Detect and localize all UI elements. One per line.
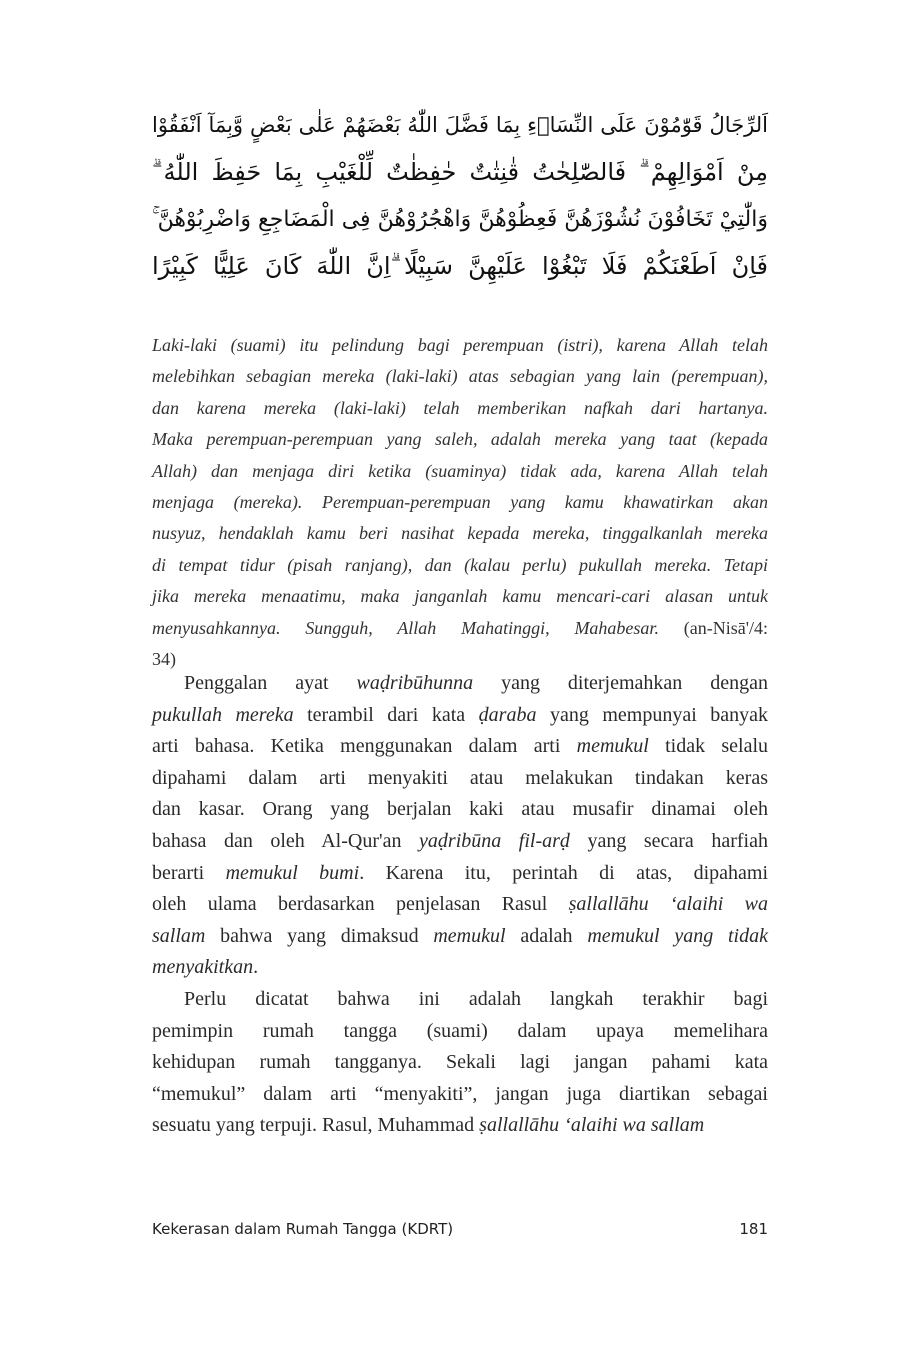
italic-text: menyusahkannya. Sungguh, Allah Mahatinggi, Mahabesar. — [152, 617, 684, 638]
arabic-verse-line: اَلرِّجَالُ قَوّٰمُوْنَ عَلَى النِّسَاۤءِ بِمَا فَضَّلَ اللّٰهُ بَعْضَهُمْ عَلٰى بَعْضٍ وَّبِمَآ اَنْفَقُوْا — [152, 113, 768, 137]
italic-text: menjaga (mereka). Perempuan-perempuan yang kamu khawatirkan akan — [152, 492, 768, 513]
text-line — [152, 393, 768, 424]
text: sesuatu yang terpuji. Rasul, Muhammad — [152, 1114, 480, 1137]
text-line — [152, 858, 768, 890]
text: berarti — [152, 861, 226, 884]
text: pemimpin rumah tangga (suami) dalam upaya memelihara — [152, 1019, 768, 1042]
text-line — [152, 613, 768, 644]
italic-text: waḍribūhunna — [356, 672, 474, 694]
arabic-verse-line: فَاِنْ اَطَعْنَكُمْ فَلَا تَبْغُوْا عَلَيْهِنَّ سَبِيْلًا ۗاِنَّ اللّٰهَ كَانَ عَلِيًّا كَبِيْرًا — [152, 252, 768, 280]
page-number: 181 — [739, 1220, 768, 1238]
text-line — [152, 984, 768, 1016]
text: terambil dari kata — [293, 703, 479, 726]
text-line — [152, 330, 768, 361]
text-line — [152, 550, 768, 581]
arabic-verse — [152, 102, 768, 290]
text: tidak selalu — [648, 735, 768, 758]
italic-text: menyakitkan — [152, 956, 254, 979]
text-line — [152, 487, 768, 518]
text-line — [152, 518, 768, 549]
text: yang mempunyai banyak — [536, 703, 769, 726]
text-line — [152, 361, 768, 392]
text-line — [152, 1016, 768, 1048]
italic-text: Laki-laki (suami) itu pelindung bagi perempuan (istri), karena Allah telah — [152, 335, 768, 355]
text-line — [152, 921, 768, 953]
text-line — [152, 731, 768, 763]
italic-text: memukul — [576, 735, 649, 758]
text-line — [152, 1079, 768, 1111]
italic-text: Maka perempuan-perempuan yang saleh, adalah mereka yang taat (kepada — [152, 429, 768, 450]
text: arti bahasa. Ketika menggunakan dalam arti — [152, 735, 577, 758]
text: oleh ulama berdasarkan penjelasan Rasul — [152, 893, 569, 916]
text: bahasa dan oleh Al-Qur'an — [152, 829, 420, 852]
italic-text: ṣallallāhu ‘alaihi wa — [568, 893, 769, 916]
text-line — [152, 424, 768, 455]
text-line — [152, 1110, 768, 1142]
text-line — [152, 700, 768, 732]
text-line — [152, 952, 768, 984]
paragraph — [152, 984, 768, 1142]
text: dan kasar. Orang yang berjalan kaki atau musafir dinamai oleh — [152, 798, 768, 821]
text: Perlu dicatat bahwa ini adalah langkah terakhir bagi — [184, 987, 768, 1010]
text-line — [152, 763, 768, 795]
paragraph — [152, 668, 768, 984]
arabic-verse-line: مِنْ اَمْوَالِهِمْ ۗ فَالصّٰلِحٰتُ قٰنِتٰتٌ حٰفِظٰتٌ لِّلْغَيْبِ بِمَا حَفِظَ اللّٰهُ ۗ — [152, 158, 768, 186]
arabic-verse-line: وَالّٰتِيْ تَخَافُوْنَ نُشُوْزَهُنَّ فَعِظُوْهُنَّ وَاهْجُرُوْهُنَّ فِى الْمَضَاجِعِ وَاضْرِبُوْهُنَّ ۚ — [152, 207, 768, 232]
text: dipahami dalam arti menyakiti atau melakukan tindakan keras — [152, 766, 768, 789]
text: “memukul” dalam arti “menyakiti”, jangan juga diartikan sebagai — [152, 1082, 768, 1105]
text: adalah — [505, 924, 588, 947]
text-line — [152, 1047, 768, 1079]
italic-text: pukullah mereka — [152, 703, 294, 726]
text: 34) — [152, 649, 176, 670]
text: bahwa yang dimaksud — [205, 924, 434, 947]
italic-text: sallam — [152, 924, 206, 947]
body-text — [152, 668, 768, 1142]
text: . Karena itu, perintah di atas, dipahami — [359, 861, 769, 884]
text-line — [152, 794, 768, 826]
italic-text: dan karena mereka (laki-laki) telah memberikan nafkah dari hartanya. — [152, 397, 768, 418]
text: . — [253, 956, 259, 979]
text: kehidupan rumah tangganya. Sekali lagi jangan pahami kata — [152, 1051, 768, 1074]
text-line — [152, 581, 768, 612]
italic-text: Allah) dan menjaga diri ketika (suaminya) tidak ada, karena Allah telah — [152, 460, 768, 481]
italic-text: memukul bumi — [225, 861, 360, 884]
italic-text: memukul yang tidak — [587, 924, 768, 947]
text-line — [152, 889, 768, 921]
text: (an-Nisā'/4: — [683, 617, 768, 638]
italic-text: melebihkan sebagian mereka (laki-laki) atas sebagian yang lain (perempuan), — [152, 366, 768, 387]
italic-text: di tempat tidur (pisah ranjang), dan (kalau perlu) pukullah mereka. Tetapi — [152, 554, 768, 575]
text: Penggalan ayat — [184, 672, 357, 694]
italic-text: yaḍribūna fil-arḍ — [419, 829, 570, 852]
italic-text: ṣallallāhu ‘alaihi wa sallam — [479, 1114, 705, 1137]
running-title: Kekerasan dalam Rumah Tangga (KDRT) — [152, 1220, 454, 1238]
italic-text: memukul — [433, 924, 506, 947]
text-line — [152, 456, 768, 487]
text-line — [152, 668, 768, 700]
italic-text: jika mereka menaatimu, maka janganlah kamu mencari-cari alasan untuk — [152, 586, 768, 607]
text: yang diterjemahkan dengan — [473, 672, 768, 694]
page-footer — [152, 1220, 768, 1238]
italic-text: ḍaraba — [478, 703, 537, 726]
verse-translation — [152, 330, 768, 675]
text: yang secara harfiah — [569, 829, 768, 852]
italic-text: nusyuz, hendaklah kamu beri nasihat kepada mereka, tinggalkanlah mereka — [152, 523, 768, 544]
text-line — [152, 826, 768, 858]
